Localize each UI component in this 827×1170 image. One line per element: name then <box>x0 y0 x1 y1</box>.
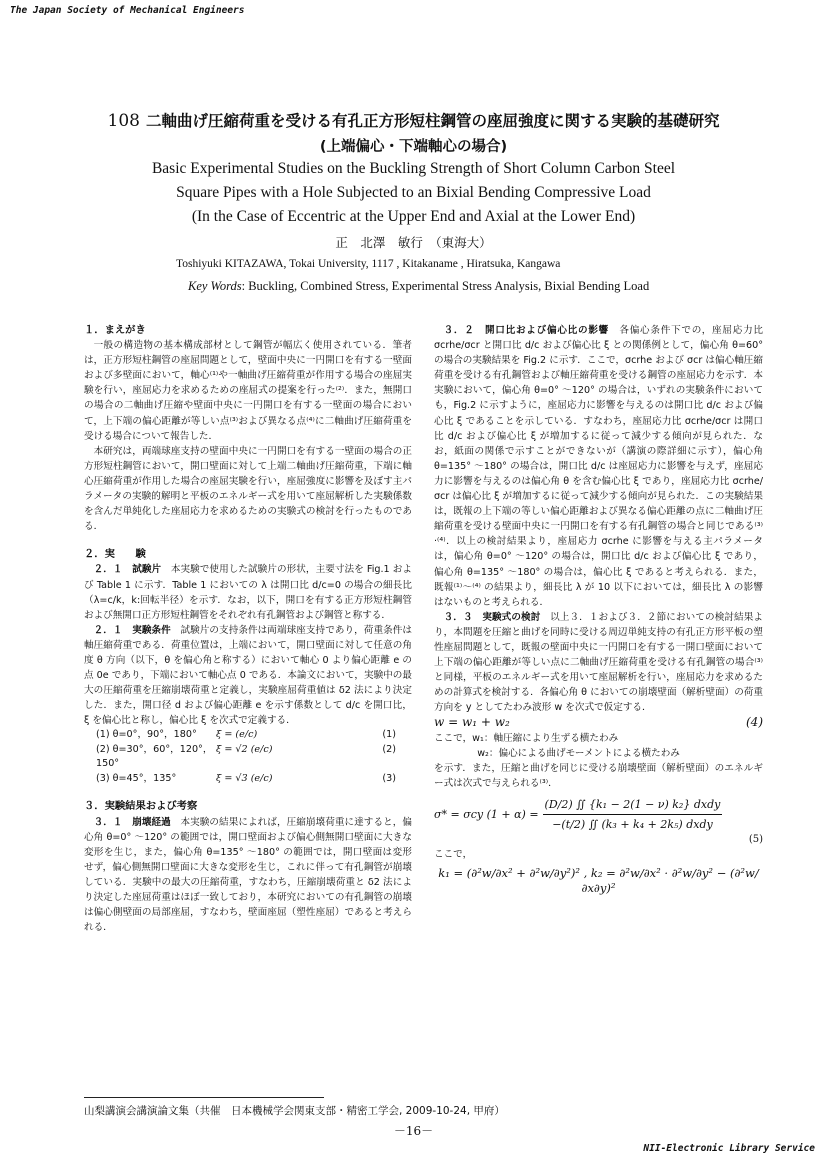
equation-1 <box>84 728 412 743</box>
equation-2 <box>84 743 412 772</box>
paper-title-english-line2: Square Pipes with a Hole Subjected to an Bixial Bending Compressive Load <box>176 184 651 201</box>
equation-2-expression: ξ = √2 (e/c) <box>216 743 273 755</box>
proceedings-footer: 山梨講演会講演論文集（共催 日本機械学会関東支部・精密工学会, 2009-10-24, 甲府） <box>84 1105 505 1117</box>
section-3-heading: ３．実験結果および考察 <box>84 800 198 813</box>
paper-title-english-line3: (In the Case of Eccentric at the Upper End and Axial at the Lower End) <box>191 208 636 225</box>
section-1-heading: １．まえがき <box>84 324 146 336</box>
where-w1: ここで，w₁：軸圧縮により生ずる横たわみ <box>434 732 619 744</box>
equation-4-expression: w = w₁ + w₂ <box>434 715 510 730</box>
section-3-2-heading: ３．２ 開口比および偏心比の影響 <box>443 325 610 336</box>
section-2-1-paragraph <box>84 562 412 622</box>
equation-k-definitions: k₁ = (∂²w/∂x² + ∂²w/∂y²)² , k₂ = ∂²w/∂x² · ∂²w/∂y² − (∂²w/∂x∂y)² <box>438 866 759 896</box>
section-2-2-text: 試験片の支持条件は両端球座支持であり，荷重条件は軸圧縮荷重である．荷重位置は，上端において，開口壁面に対して任意の角度 θ 方向（以下，θ を偏心角と称する）において軸心 0 より偏心距離 e の点 0e であり，下端において軸心点 0 である．本論文において，実験中の最大の圧縮荷重を圧縮崩壊荷重と定義し，実験座屈荷重値は δ2 法により決定した．また，開口径 d および偏心距離 e を示す係数として d/c を開口比，ξ を偏心比と称し，偏心比 ξ を次式で定義する． <box>84 624 413 727</box>
section-3-1-heading: ３．１ 崩壊経過 <box>93 816 171 828</box>
section-1-paragraph-2: 本研究は，両端球座支持の壁面中央に一円開口を有する一壁面の場合の正方形短柱鋼管において，開口壁面に対して上端二軸曲げ圧縮荷重，下端に軸心圧縮荷重が作用した場合の座屈実験を行い，座屈強度に影響を及ぼす主パラメータの実験的解明と平板のエネルギー式を用いて座屈解析した実験係数を含んだ単純化した座屈応力を求めるための実験式の検討を行ったものである． <box>84 445 412 533</box>
section-3-3-text: 以上３．１および３．２節においての検討結果より，本問題を圧縮と曲げを同時に受ける周辺単純支持の有孔正方形平板の塑性座屈問題として，既報の壁面中央に一円開口を有する一開口壁面において上下端の偏心距離が等しい点に二軸曲げ圧縮荷重を受ける有孔鋼管の場合⁽³⁾と同様，平板のエネルギー式を用いて座屈解析を行い，座屈応力を求めるための計算式を検討する．各偏心角 θ においての崩壊壁面（解析壁面）の荷重方向を y としてたわみ波形 w を次式で仮定する． <box>434 611 764 714</box>
section-1-paragraph-1: 一般の構造物の基本構成部材として鋼管が幅広く使用されている．筆者は，正方形短柱鋼管の座屈問題として，壁面中央に一円開口を有する一壁面および多壁面において，軸心⁽¹⁾や一軸曲げ圧縮荷重が作用する場合の座屈実験を行い，座屈応力を求めるための座屈式の提案を行った⁽²⁾．また，無開口の場合の二軸曲げ圧縮や壁面中央に一円開口を有する一壁面の場合において，上下端の偏心距離が等しい点⁽³⁾および異なる点⁽⁴⁾に二軸曲げ圧縮荷重を受ける場合について報告した． <box>84 340 412 442</box>
keywords-text: : Buckling, Combined Stress, Experimental Stress Analysis, Bixial Bending Load <box>241 279 650 293</box>
equation-4 <box>434 715 763 730</box>
section-3-3-heading: ３．３ 実験式の検討 <box>443 611 541 623</box>
right-column <box>434 323 763 896</box>
energy-intro: を示す．また，圧縮と曲げを同じに受ける崩壊壁面（解析壁面）のエネルギー式は次式で与えられる⁽³⁾． <box>434 762 763 789</box>
equation-1-tag: (1) <box>382 729 396 741</box>
paper-title-japanese <box>40 109 787 131</box>
equation-5 <box>434 797 763 832</box>
where-w2: w₂：偏心による曲げモーメントによる横たわみ <box>477 747 680 759</box>
section-2-2-paragraph <box>84 623 412 729</box>
section-3-2-text: 各偏心条件下での，座屈応力比 σcrhe/σcr と開口比 d/c および偏心比 ξ との関係例として，偏心角 θ=60° の場合の実験結果を Fig.2 に示す．ここで，σcrhe および σcr は偏心軸圧縮荷重を受ける有孔鋼管および軸圧縮荷重を受ける鋼管の座屈応力を示す．本実験において，偏心角 θ=0° ～120° の場合は，いずれの実験条件においても，Fig.2 に示すように，座屈応力に影響を与えるのは開口比 d/c および偏心比 ξ であることを示している．すなわち，座屈応力比 σcrhe/σcr は開口比 d/c および偏心比 ξ が増加するに従って減少する傾向が見られた．なお，紙面の関係で示すことができないが（講演の際詳細に示す），偏心角 θ=135° ～180° の場合は，開口比 d/c は座屈応力に影響を与えず，座屈応力に影響を与えるのは偏心角 θ を含む偏心比 ξ であり，座屈応力比 σcrhe/σcr は偏心比 ξ が増加するに従って減少する傾向が見られた．この実験結果は，既報の上下端の等しい偏心距離および異なる偏心距離の点に二軸曲げ圧縮荷重を受ける壁面中央に一円開口を有する有孔鋼管の場合と同じである⁽³⁾·⁽⁴⁾．以上の検討結果より，座屈応力 σcrhe に影響を与える主パラメータは，偏心角 θ=0° ～120° の場合は，開口比 d/c および偏心比 ξ であり，偏心角 θ=135° ～180° の場合は，偏心比 ξ であると考えられる．また，既報⁽¹⁾～⁽⁴⁾ の結果より，細長比 λ が 10 以下においては，細長比 λ の影響はないものと考えられる． <box>434 325 763 608</box>
section-3-1-paragraph <box>84 815 412 936</box>
equation-5-numerator: (D/2) ∬ {k₁ − 2(1 − ν) k₂} dxdy <box>543 797 723 815</box>
equation-5-tag: (5) <box>748 834 763 846</box>
equation-3-expression: ξ = √3 (e/c) <box>216 772 273 784</box>
section-2-heading: ２．実 験 <box>84 548 146 561</box>
equation-1-expression: ξ = (e/c) <box>216 729 258 741</box>
equation-3 <box>84 772 412 787</box>
where-k: ここで， <box>434 849 473 861</box>
equation-5-fraction <box>543 797 723 832</box>
paper-number: 108 <box>107 111 140 131</box>
equation-4-tag: (4) <box>746 715 763 730</box>
author-japanese: 正 北澤 敏行 （東海大） <box>335 235 492 250</box>
page-number: －16－ <box>393 1124 434 1138</box>
section-2-2-heading: ２．１ 実験条件 <box>93 624 171 636</box>
keywords-label: Key Words <box>188 279 242 293</box>
section-3-2-paragraph <box>434 323 763 610</box>
left-column <box>84 323 412 935</box>
keywords <box>188 279 649 294</box>
footer-rule <box>84 1097 324 1098</box>
section-2-1-heading: ２．１ 試験片 <box>93 564 162 576</box>
author-english: Toshiyuki KITAZAWA, Tokai University, 1117 , Kitakaname , Hiratsuka, Kangawa <box>176 258 561 270</box>
section-3-3-paragraph <box>434 610 763 716</box>
equation-3-condition: (3) θ=45°，135° <box>96 772 177 784</box>
section-3-1-text: 本実験の結果によれば，圧縮崩壊荷重に達すると，偏心角 θ=0° ～120° の範囲では，開口壁面および偏心側無開口壁面に大きな変形を生じ，また，偏心角 θ=135° ～180° の範囲では，開口壁面は変形せず，偏心側無開口壁面に大きな変形を生じ，これに伴って有孔鋼管が崩壊している．実験中の最大の圧縮荷重，すなわち，圧縮崩壊荷重と δ2 法により決定した座屈荷重はほぼ一致しており，本研究においての有孔鋼管の崩壊は偏心側壁面の局部座屈，すなわち，壁面座屈（塑性座屈）であると考えられる． <box>84 816 413 934</box>
title-japanese-text: 二軸曲げ圧縮荷重を受ける有孔正方形短柱鋼管の座屈強度に関する実験的基礎研究 <box>145 112 720 130</box>
equation-5-lhs: σ* = σcy (1 + α) = <box>434 807 539 821</box>
equation-5-denominator: −(t/2) ∬ (k₃ + k₄ + 2k₅) dxdy <box>552 818 713 831</box>
paper-subtitle-japanese: (上端偏心・下端軸心の場合) <box>319 139 508 155</box>
equation-3-tag: (3) <box>382 772 396 784</box>
paper-title-english-line1: Basic Experimental Studies on the Buckling Strength of Short Column Carbon Steel <box>151 160 676 177</box>
equation-2-condition: (2) θ=30°，60°，120°，150° <box>96 743 213 770</box>
nii-service-footer: NII-Electronic Library Service <box>643 1143 815 1154</box>
equation-1-condition: (1) θ=0°，90°，180° <box>96 729 197 741</box>
society-header: The Japan Society of Mechanical Engineers <box>10 5 245 16</box>
section-2-1-text: 本実験で使用した試験片の形状，主要寸法を Fig.1 および Table 1 に示す．Table 1 においての λ は開口比 d/c=0 の場合の細長比（λ=c/k，k:回転半径）を示す．なお，以下，開口を有する正方形短柱鋼管および無開口正方形短柱鋼管をそれぞれ有孔鋼管および鋼管と称する． <box>84 564 413 621</box>
equation-2-tag: (2) <box>382 743 396 755</box>
